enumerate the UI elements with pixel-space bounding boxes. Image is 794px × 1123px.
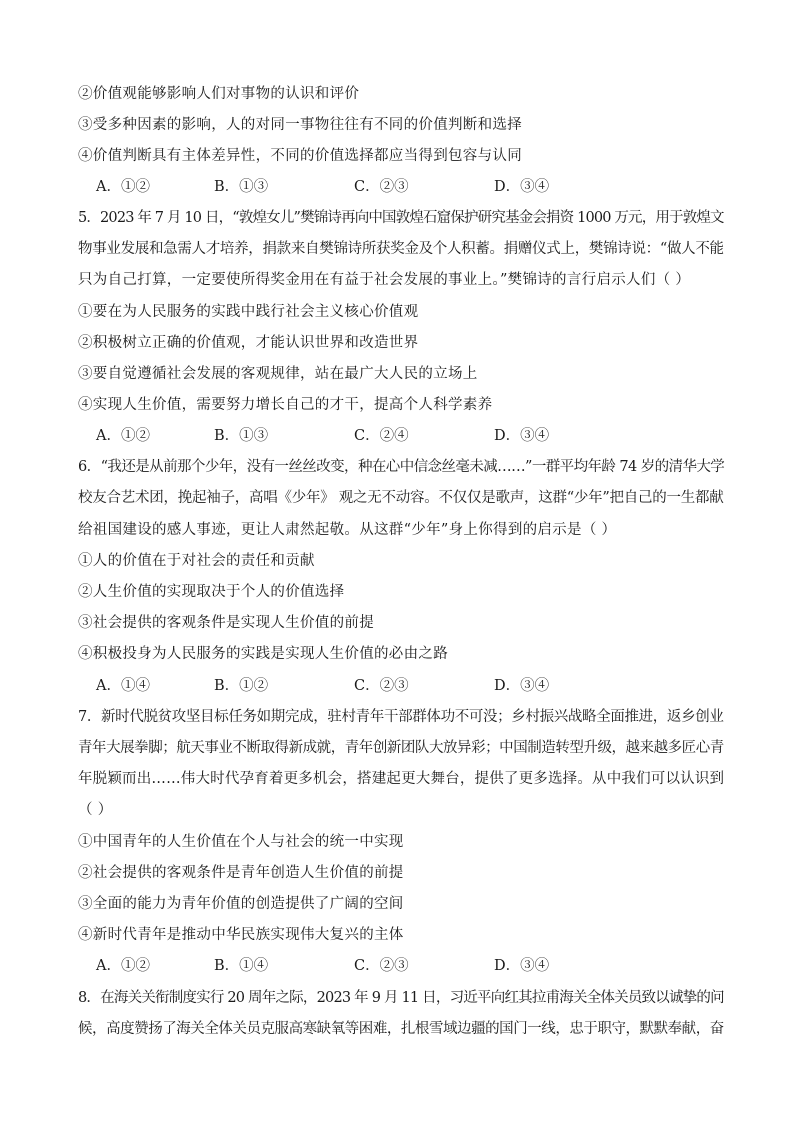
q4-choice-a: A．①② xyxy=(96,179,150,195)
q7-choice-a: A．①② xyxy=(96,958,150,974)
q6-choice-c: C．②③ xyxy=(354,678,409,694)
q4-statement-2: ②价值观能够影响人们对事物的认识和评价 xyxy=(78,86,360,102)
q7-choice-d: D．③④ xyxy=(494,958,550,974)
q7-stem-line-3: 年脱颖而出……伟大时代孕育着更多机会，搭建起更大舞台，提供了更多选择。从中我们可以认识到 xyxy=(78,771,725,787)
q7-statement-1: ①中国青年的人生价值在个人与社会的统一中实现 xyxy=(78,834,404,850)
q7-stem-line-2: 青年大展拳脚；航天事业不断取得新成就，青年创新团队大放异彩；中国制造转型升级，越来越多匠心青 xyxy=(78,740,724,756)
q6-stem-line-1: 6．“我还是从前那个少年，没有一丝丝改变，种在心中信念丝毫未减……”一群平均年龄 74 岁的清华大学 xyxy=(78,459,725,475)
q7-choice-b: B．①④ xyxy=(214,958,269,974)
q7-stem-line-4: （ ） xyxy=(78,802,113,818)
q8-stem-line-1: 8．在海关关衔制度实行 20 周年之际，2023 年 9 月 11 日，习近平向红其拉甫海关全体关员致以诚挚的问 xyxy=(78,990,724,1006)
q5-choice-b: B．①③ xyxy=(214,428,269,444)
q5-stem-line-3: 只为自己打算，一定要使所得奖金用在有益于社会发展的事业上。”樊锦诗的言行启示人们（ ） xyxy=(78,272,691,288)
q6-statement-3: ③社会提供的客观条件是实现人生价值的前提 xyxy=(78,615,374,631)
q6-statement-4: ④积极投身为人民服务的实践是实现人生价值的必由之路 xyxy=(78,646,448,662)
q6-choice-b: B．①② xyxy=(214,678,269,694)
q7-choice-c: C．②③ xyxy=(354,958,409,974)
q7-statement-4: ④新时代青年是推动中华民族实现伟大复兴的主体 xyxy=(78,927,404,943)
q4-choice-c: C．②③ xyxy=(354,179,409,195)
q5-statement-1: ①要在为人民服务的实践中践行社会主义核心价值观 xyxy=(78,304,419,320)
q5-statement-3: ③要自觉遵循社会发展的客观规律，站在最广大人民的立场上 xyxy=(78,366,478,382)
q4-statement-4: ④价值判断具有主体差异性，不同的价值选择都应当得到包容与认同 xyxy=(78,148,522,164)
q6-statement-2: ②人生价值的实现取决于个人的价值选择 xyxy=(78,584,345,600)
q4-choice-b: B．①③ xyxy=(214,179,269,195)
q4-statement-3: ③受多种因素的影响，人的对同一事物往往有不同的价值判断和选择 xyxy=(78,117,522,133)
q5-statement-4: ④实现人生价值，需要努力增长自己的才干，提高个人科学素养 xyxy=(78,397,493,413)
q5-choice-d: D．③④ xyxy=(494,428,550,444)
q8-stem-line-2: 候，高度赞扬了海关全体关员克服高寒缺氧等困难，扎根雪域边疆的国门一线，忠于职守，默默奉献，奋 xyxy=(78,1021,724,1037)
q6-stem-line-2: 校友合艺术团，挽起袖子，高唱《少年》 观之无不动容。不仅仅是歌声，这群“少年”把自己的一生都献 xyxy=(78,490,724,506)
q5-choice-a: A．①② xyxy=(96,428,150,444)
q5-stem-line-1: 5．2023 年 7 月 10 日，“敦煌女儿”樊锦诗再向中国敦煌石窟保护研究基金会捐资 1000 万元，用于敦煌文 xyxy=(78,210,724,226)
q6-stem-line-3: 给祖国建设的感人事迹，更让人肃然起敬。从这群“少年”身上你得到的启示是（ ） xyxy=(78,522,617,538)
q5-statement-2: ②积极树立正确的价值观，才能认识世界和改造世界 xyxy=(78,335,419,351)
q4-choice-d: D．③④ xyxy=(494,179,550,195)
q6-choice-d: D．③④ xyxy=(494,678,550,694)
q6-choice-a: A．①④ xyxy=(96,678,150,694)
q7-stem-line-1: 7．新时代脱贫攻坚目标任务如期完成，驻村青年干部群体功不可没；乡村振兴战略全面推进，返乡创业 xyxy=(78,709,724,725)
q7-statement-3: ③全面的能力为青年价值的创造提供了广阔的空间 xyxy=(78,896,404,912)
q5-choice-c: C．②④ xyxy=(354,428,409,444)
q5-stem-line-2: 物事业发展和急需人才培养，捐款来自樊锦诗所获奖金及个人积蓄。捐赠仪式上，樊锦诗说：“做人不能 xyxy=(78,241,724,257)
q7-statement-2: ②社会提供的客观条件是青年创造人生价值的前提 xyxy=(78,865,404,881)
q6-statement-1: ①人的价值在于对社会的责任和贡献 xyxy=(78,553,315,569)
